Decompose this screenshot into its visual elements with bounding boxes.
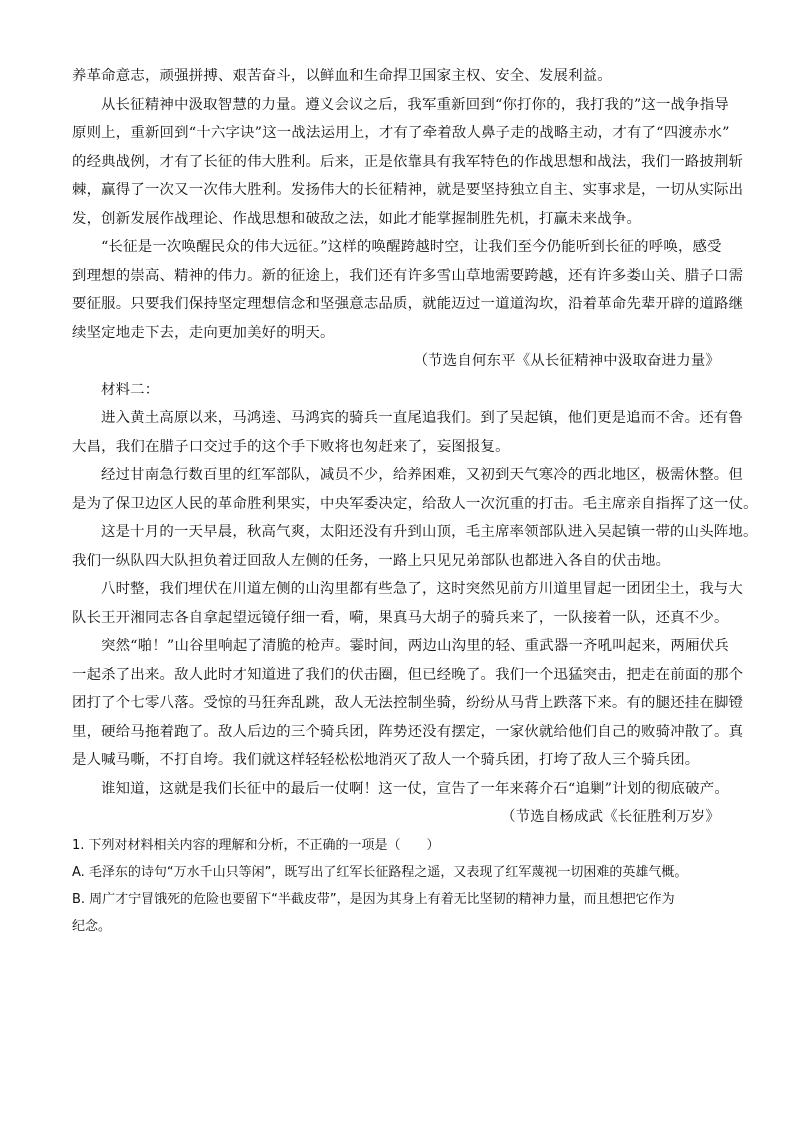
question-stem: 1. 下列对材料相关内容的理解和分析，不正确的一项是（ ） bbox=[72, 837, 440, 853]
section-heading: 材料二： bbox=[101, 381, 160, 398]
paragraph-line: 棘，赢得了一次又一次伟大胜利。发扬伟大的长征精神，就是要坚持独立自主、实事求是，一切从实际出 bbox=[72, 182, 744, 198]
paragraph-line: 的经典战例，才有了长征的伟大胜利。后来，正是依靠具有我军特色的作战思想和战法，我们一路披荆斩 bbox=[72, 153, 744, 170]
paragraph-line: 大昌，我们在腊子口交过手的这个手下败将也匆赶来了，妄图报复。 bbox=[72, 438, 510, 455]
source-citation: （节选自杨成武《长征胜利万岁》 bbox=[501, 809, 720, 825]
option-b: B. 周广才宁冒饿死的危险也要留下“半截皮带”，是因为其身上有着无比坚韧的精神力量，而且想把它作为 bbox=[72, 891, 675, 907]
paragraph-line: 团打了个七零八落。受惊的马狂奔乱跳，敌人无法控制坐骑，纷纷从马背上跌落下来。有的腿还挂在脚镫 bbox=[72, 695, 744, 711]
paragraph-line: 八时整，我们埋伏在川道左侧的山沟里都有些急了，这时突然见前方川道里冒起一团团尘土，我与大 bbox=[101, 581, 743, 597]
paragraph-line: 到理想的崇高、精神的伟力。新的征途上，我们还有许多雪山草地需要跨越，还有许多娄山关、腊子口需 bbox=[72, 267, 744, 284]
paragraph-line: 一起杀了出来。敌人此时才知道进了我们的伏击圈，但已经晚了。我们一个迅猛突击，把走在前面的那个 bbox=[72, 666, 744, 683]
option-a: A. 毛泽东的诗句“万水千山只等闲”，既写出了红军长征路程之遥，又表现了红军蔑视一切困难的英雄气概。 bbox=[72, 864, 688, 880]
paragraph-line: 谁知道，这就是我们长征中的最后一仗啊！这一仗，宣告了一年来蒋介石“追剿”计划的彻底破产。 bbox=[101, 780, 729, 797]
paragraph-line: 队长王开湘同志各自拿起望远镜仔细一看，嗬，果真马大胡子的骑兵来了，一队接着一队，还真不少。 bbox=[72, 609, 729, 626]
paragraph-line: 要征服。只要我们保持坚定理想信念和坚强意志品质，就能迈过一道道沟坎，沿着革命先辈开辟的道路继 bbox=[72, 296, 744, 312]
source-citation: （节选自何东平《从长征精神中汲取奋进力量》 bbox=[413, 353, 720, 369]
document-body bbox=[72, 62, 758, 940]
paragraph-line: 是人喊马嘶，不打自垮。我们就这样轻轻松松地消灭了敌人一个骑兵团，打垮了敌人三个骑兵团。 bbox=[72, 752, 700, 768]
paragraph-line: 突然“啪！”山谷里响起了清脆的枪声。霎时间，两边山沟里的轻、重武器一齐吼叫起来，两厢伏兵 bbox=[101, 638, 729, 654]
paragraph-line: 经过甘南急行数百里的红军部队，减员不少，给养困难，又初到天气寒冷的西北地区，极需休整。但 bbox=[101, 467, 743, 483]
paragraph-line: 从长征精神中汲取智慧的力量。遵义会议之后，我军重新回到“你打你的，我打我的”这一战争指导 bbox=[101, 96, 729, 113]
paragraph-line: 续坚定地走下去，走向更加美好的明天。 bbox=[72, 324, 335, 341]
paragraph-line: 这是十月的一天早晨，秋高气爽，太阳还没有升到山顶，毛主席率领部队进入吴起镇一带的山头阵地。 bbox=[101, 524, 758, 540]
paragraph-line: 进入黄土高原以来，马鸿逵、马鸿宾的骑兵一直尾追我们。到了吴起镇，他们更是追而不舍。还有鲁 bbox=[101, 410, 743, 426]
paragraph-line: 是为了保卫边区人民的革命胜利果实，中央军委决定，给敌人一次沉重的打击。毛主席亲自指挥了这一仗。 bbox=[72, 495, 758, 512]
paragraph-line: 原则上，重新回到“十六字诀”这一战法运用上，才有了牵着敌人鼻子走的战略主动，才有了“四渡赤水” bbox=[72, 125, 730, 141]
paragraph-line: “长征是一次唤醒民众的伟大远征。”这样的唤醒跨越时空，让我们至今仍能听到长征的呼唤，感受 bbox=[101, 239, 722, 255]
paragraph-line: 发，创新发展作战理论、作战思想和破敌之法，如此才能掌握制胜先机，打赢未来战争。 bbox=[72, 210, 642, 227]
paragraph-line: 养革命意志，顽强拼搏、艰苦奋斗，以鲜血和生命捍卫国家主权、安全、发展利益。 bbox=[72, 68, 612, 84]
paragraph-line: 我们一纵队四大队担负着迂回敌人左侧的任务，一路上只见兄弟部队也都进入各自的伏击地。 bbox=[72, 552, 671, 569]
option-b-continued: 纪念。 bbox=[72, 918, 112, 934]
paragraph-line: 里，硬给马拖着跑了。敌人后边的三个骑兵团，阵势还没有摆定，一家伙就给他们自己的败骑冲散了。真 bbox=[72, 723, 744, 740]
